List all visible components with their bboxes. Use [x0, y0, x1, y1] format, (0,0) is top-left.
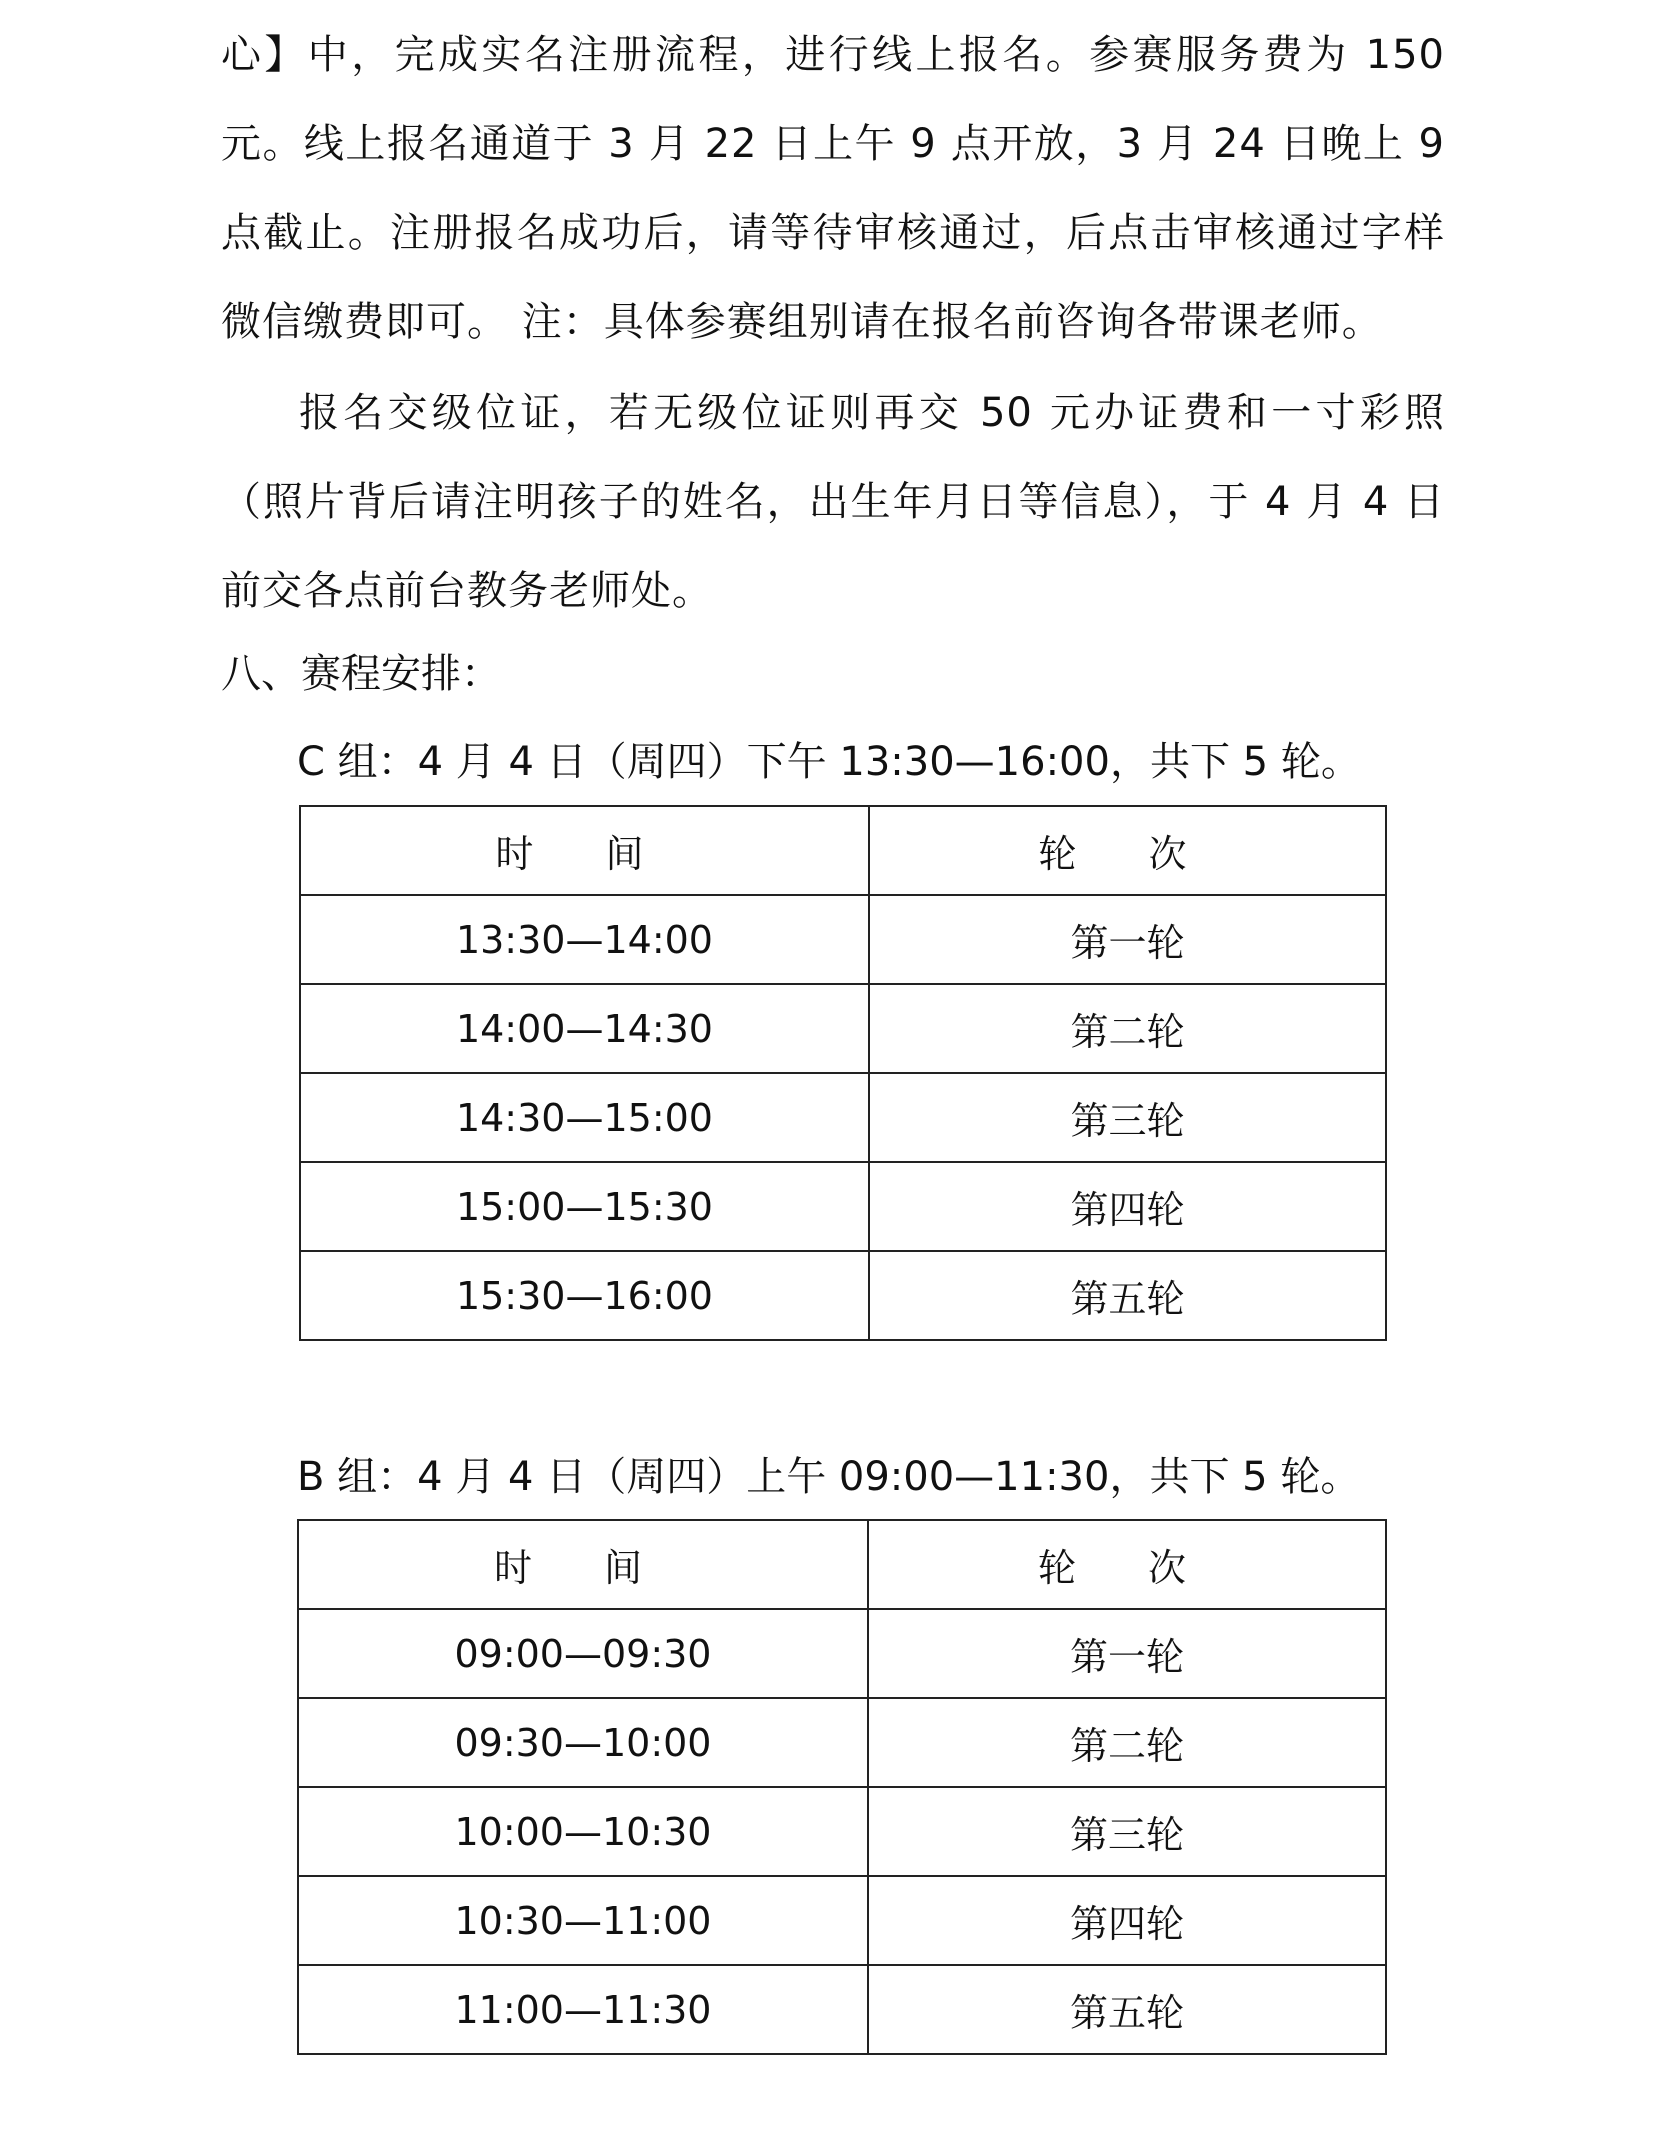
- round-cell: 第三轮: [869, 1073, 1386, 1162]
- table-header-row: [298, 1520, 1386, 1609]
- time-cell: 09:30—10:00: [298, 1698, 868, 1787]
- round-cell: 第四轮: [869, 1162, 1386, 1251]
- time-cell: 09:00—09:30: [298, 1609, 868, 1698]
- table-header-row: [300, 806, 1386, 895]
- table-row: [298, 1698, 1386, 1787]
- group-b-schedule-table: [297, 1519, 1387, 2055]
- section-heading: 八、赛程安排：: [221, 651, 501, 697]
- table-row: [300, 1162, 1386, 1251]
- table-row: [298, 1965, 1386, 2054]
- round-cell: 第一轮: [869, 895, 1386, 984]
- table-row: [298, 1787, 1386, 1876]
- time-cell: 10:30—11:00: [298, 1876, 868, 1965]
- round-cell: 第二轮: [868, 1698, 1386, 1787]
- table-row: [300, 984, 1386, 1073]
- table-row: [300, 1251, 1386, 1340]
- round-cell: 第五轮: [868, 1965, 1386, 2054]
- header-round: 轮 次: [869, 806, 1386, 895]
- group-c-schedule-table: [299, 805, 1387, 1341]
- group-b-caption: B 组：4 月 4 日（周四）上午 09:00—11:30，共下 5 轮。: [297, 1454, 1361, 1500]
- time-cell: 14:00—14:30: [300, 984, 869, 1073]
- round-cell: 第三轮: [868, 1787, 1386, 1876]
- round-cell: 第二轮: [869, 984, 1386, 1073]
- group-c-caption: C 组：4 月 4 日（周四）下午 13:30—16:00，共下 5 轮。: [297, 739, 1361, 785]
- time-cell: 15:30—16:00: [300, 1251, 869, 1340]
- round-cell: 第一轮: [868, 1609, 1386, 1698]
- registration-paragraph: 心】中，完成实名注册流程，进行线上报名。参赛服务费为 150 元。线上报名通道于 3 月 22 日上午 9 点开放，3 月 24 日晚上 9 点截止。注册报名成功后，请等待审核通过，后点击审核通过字样微信缴费即可。 注：具体参赛组别请在报名前咨询各带课老师。: [221, 32, 1445, 345]
- header-time: 时 间: [298, 1520, 868, 1609]
- round-cell: 第四轮: [868, 1876, 1386, 1965]
- table-row: [298, 1609, 1386, 1698]
- table-row: [298, 1876, 1386, 1965]
- time-cell: 13:30—14:00: [300, 895, 869, 984]
- time-cell: 11:00—11:30: [298, 1965, 868, 2054]
- certificate-paragraph: 报名交级位证，若无级位证则再交 50 元办证费和一寸彩照（照片背后请注明孩子的姓名，出生年月日等信息），于 4 月 4 日前交各点前台教务老师处。: [221, 390, 1445, 614]
- round-cell: 第五轮: [869, 1251, 1386, 1340]
- time-cell: 10:00—10:30: [298, 1787, 868, 1876]
- time-cell: 15:00—15:30: [300, 1162, 869, 1251]
- table-row: [300, 895, 1386, 984]
- table-row: [300, 1073, 1386, 1162]
- time-cell: 14:30—15:00: [300, 1073, 869, 1162]
- header-round: 轮 次: [868, 1520, 1386, 1609]
- header-time: 时 间: [300, 806, 869, 895]
